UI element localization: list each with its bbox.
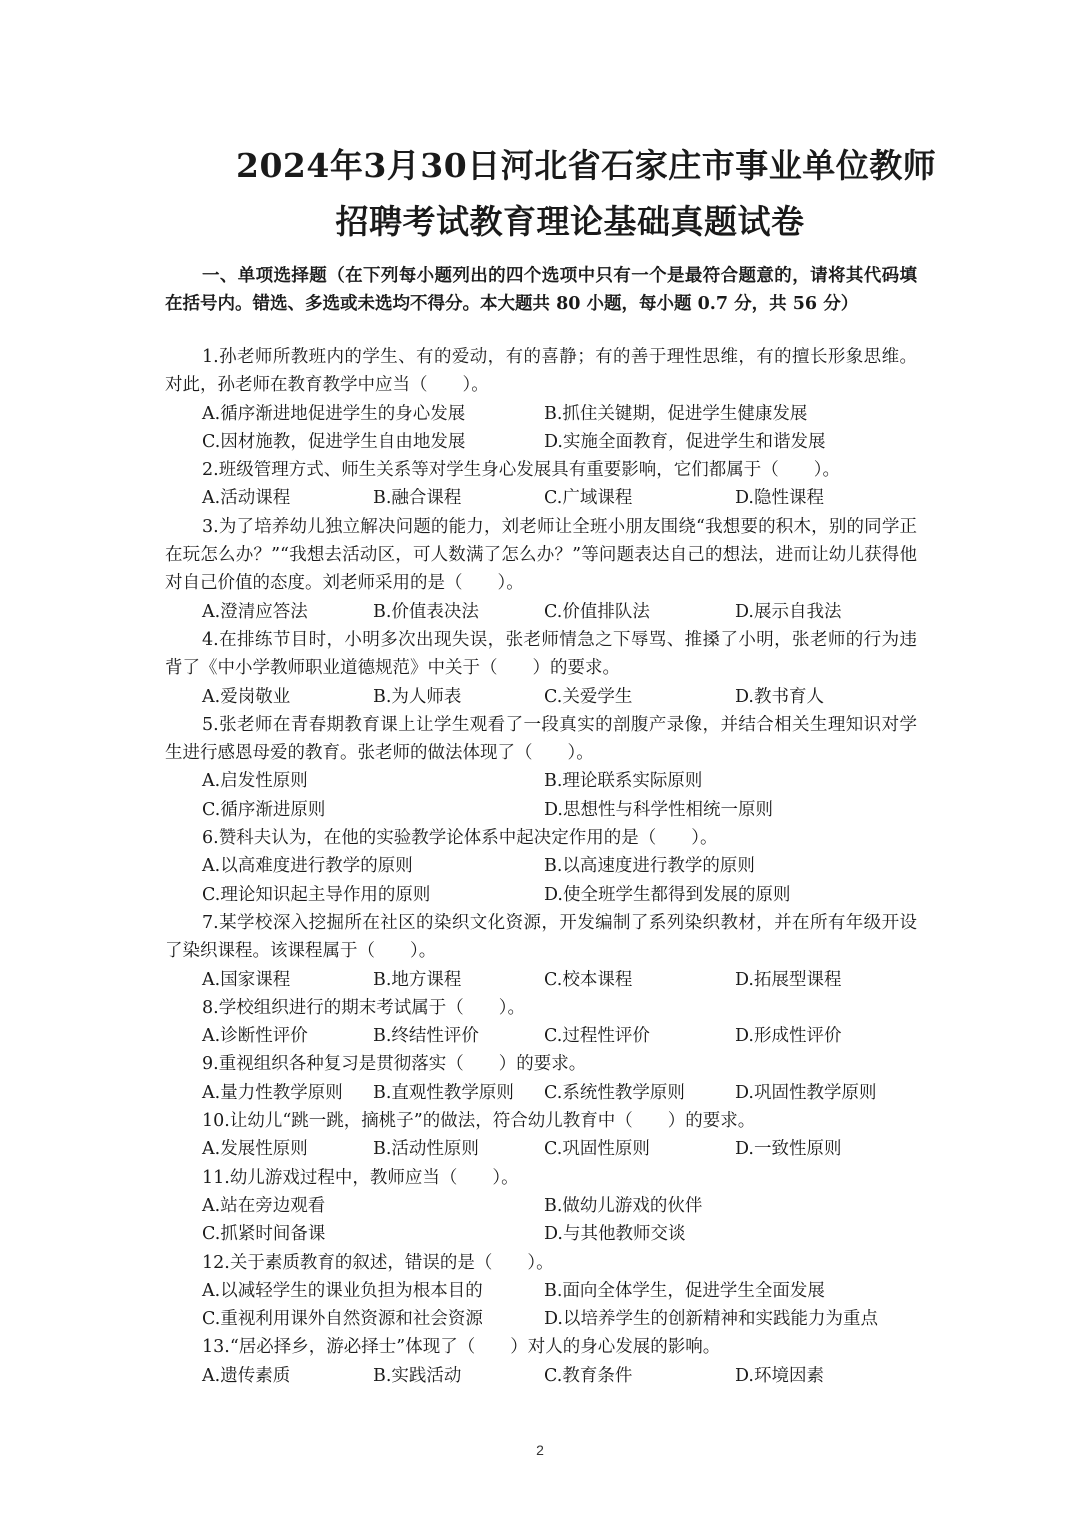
option-c: C.因材施教，促进学生自由地发展 [202,431,466,452]
question [165,1249,917,1334]
question [165,824,917,909]
question-stem: 4.在排练节目时，小明多次出现失误，张老师情急之下辱骂、推搡了小明，张老师的行为违背了《中小学教师职业道德规范》中关于（ ）的要求。 [165,629,917,679]
page-number: 2 [536,1442,544,1458]
option-c: C.教育条件 [544,1365,633,1386]
option-a: A.爱岗敬业 [202,686,291,707]
option-d: D.巩固性教学原则 [735,1082,877,1103]
question [165,994,917,1051]
option-d: D.实施全面教育，促进学生和谐发展 [544,431,826,452]
option-c: C.关爱学生 [544,686,633,707]
option-c: C.循序渐进原则 [202,799,326,820]
option-c: C.系统性教学原则 [544,1082,685,1103]
option-d: D.使全班学生都得到发展的原则 [544,884,791,905]
option-a: A.以高难度进行教学的原则 [202,856,413,877]
option-b: B.活动性原则 [373,1139,479,1160]
option-group [165,1079,917,1107]
option-b: B.实践活动 [373,1365,462,1386]
option-c: C.广域课程 [544,488,633,509]
question-list [165,343,917,1390]
option-a: A.发展性原则 [202,1139,308,1160]
option-group [165,767,917,824]
question [165,1050,917,1107]
option-a: A.启发性原则 [202,771,308,792]
option-d: D.一致性原则 [735,1139,842,1160]
option-a: A.澄清应答法 [202,601,308,622]
option-a: A.以减轻学生的课业负担为根本目的 [202,1280,483,1301]
question [165,1107,917,1164]
option-group [165,1192,917,1249]
question [165,711,917,824]
question-stem: 8.学校组织进行的期末考试属于（ ）。 [202,997,525,1018]
option-c: C.理论知识起主导作用的原则 [202,884,431,905]
option-b: B.做幼儿游戏的伙伴 [544,1195,703,1216]
option-a: A.量力性教学原则 [202,1082,343,1103]
option-b: B.理论联系实际原则 [544,771,703,792]
section-instructions: 一、单项选择题（在下列每小题列出的四个选项中只有一个是最符合题意的，请将其代码填在括号内。错选、多选或未选均不得分。本大题共 80 小题，每小题 0.7 分，共 56 分） [165,266,917,315]
question [165,343,917,456]
option-group [165,1277,917,1334]
option-group [165,484,917,512]
option-group [165,1135,917,1163]
option-group [165,1362,917,1390]
question-stem: 6.赞科夫认为，在他的实验教学论体系中起决定作用的是（ ）。 [202,828,718,849]
option-a: A.站在旁边观看 [202,1195,326,1216]
option-a: A.循序渐进地促进学生的身心发展 [202,403,466,424]
question-stem: 9.重视组织各种复习是贯彻落实（ ）的要求。 [202,1054,587,1075]
option-c: C.抓紧时间备课 [202,1224,326,1245]
option-c: C.巩固性原则 [544,1139,650,1160]
option-a: A.国家课程 [202,969,291,990]
option-group [165,400,917,457]
option-d: D.形成性评价 [735,1026,842,1047]
question-stem: 2.班级管理方式、师生关系等对学生身心发展具有重要影响，它们都属于（ ）。 [202,460,840,481]
question [165,1333,917,1390]
option-group [165,683,917,711]
question-stem: 12.关于素质教育的叙述，错误的是（ ）。 [202,1252,554,1273]
option-b: B.终结性评价 [373,1026,479,1047]
question [165,1164,917,1249]
option-a: A.遗传素质 [202,1365,291,1386]
option-group [165,852,917,909]
option-d: D.展示自我法 [735,601,842,622]
option-b: B.为人师表 [373,686,462,707]
option-group [165,1022,917,1050]
option-b: B.价值表决法 [373,601,479,622]
option-b: B.以高速度进行教学的原则 [544,856,755,877]
option-d: D.与其他教师交谈 [544,1224,686,1245]
option-d: D.教书育人 [735,686,824,707]
option-d: D.环境因素 [735,1365,824,1386]
question [165,626,917,711]
option-c: C.价值排队法 [544,601,650,622]
option-c: C.重视利用课外自然资源和社会资源 [202,1309,483,1330]
question-stem: 7.某学校深入挖掘所在社区的染织文化资源，开发编制了系列染织教材，并在所有年级开设了染织课程。该课程属于（ ）。 [165,912,917,962]
option-c: C.过程性评价 [544,1026,650,1047]
exam-title-line2: 招聘考试教育理论基础真题试卷 [335,202,805,241]
option-group [165,966,917,994]
question [165,909,917,994]
option-a: A.活动课程 [202,488,291,509]
question-stem: 1.孙老师所教班内的学生、有的爱动，有的喜静；有的善于理性思维，有的擅长形象思维。对此，孙老师在教育教学中应当（ ）。 [165,347,917,396]
question-stem: 11.幼儿游戏过程中，教师应当（ ）。 [202,1167,519,1188]
question [165,513,917,626]
option-d: D.思想性与科学性相统一原则 [544,799,773,820]
option-b: B.直观性教学原则 [373,1082,514,1103]
question-stem: 3.为了培养幼儿独立解决问题的能力，刘老师让全班小朋友围绕“我想要的积木，别的同学正在玩怎么办？”“我想去活动区，可人数满了怎么办？”等问题表达自己的想法，进而让幼儿获得他对自己价值的态度。刘老师采用的是（ ）。 [165,516,917,594]
question-stem: 5.张老师在青春期教育课上让学生观看了一段真实的剖腹产录像，并结合相关生理知识对学生进行感恩母爱的教育。张老师的做法体现了（ ）。 [165,714,917,764]
option-b: B.面向全体学生，促进学生全面发展 [544,1280,825,1301]
option-c: C.校本课程 [544,969,633,990]
exam-title-line1: 2024年3月30日河北省石家庄市事业单位教师 [236,146,937,185]
question-stem: 13.“居必择乡，游必择士”体现了（ ）对人的身心发展的影响。 [202,1337,721,1358]
option-d: D.以培养学生的创新精神和实践能力为重点 [544,1309,878,1330]
option-b: B.地方课程 [373,969,462,990]
option-group [165,598,917,626]
option-b: B.抓住关键期，促进学生健康发展 [544,403,808,424]
option-a: A.诊断性评价 [202,1026,308,1047]
question-stem: 10.让幼儿“跳一跳，摘桃子”的做法，符合幼儿教育中（ ）的要求。 [202,1111,756,1132]
question [165,456,917,513]
option-d: D.拓展型课程 [735,969,842,990]
option-b: B.融合课程 [373,488,462,509]
option-d: D.隐性课程 [735,488,824,509]
